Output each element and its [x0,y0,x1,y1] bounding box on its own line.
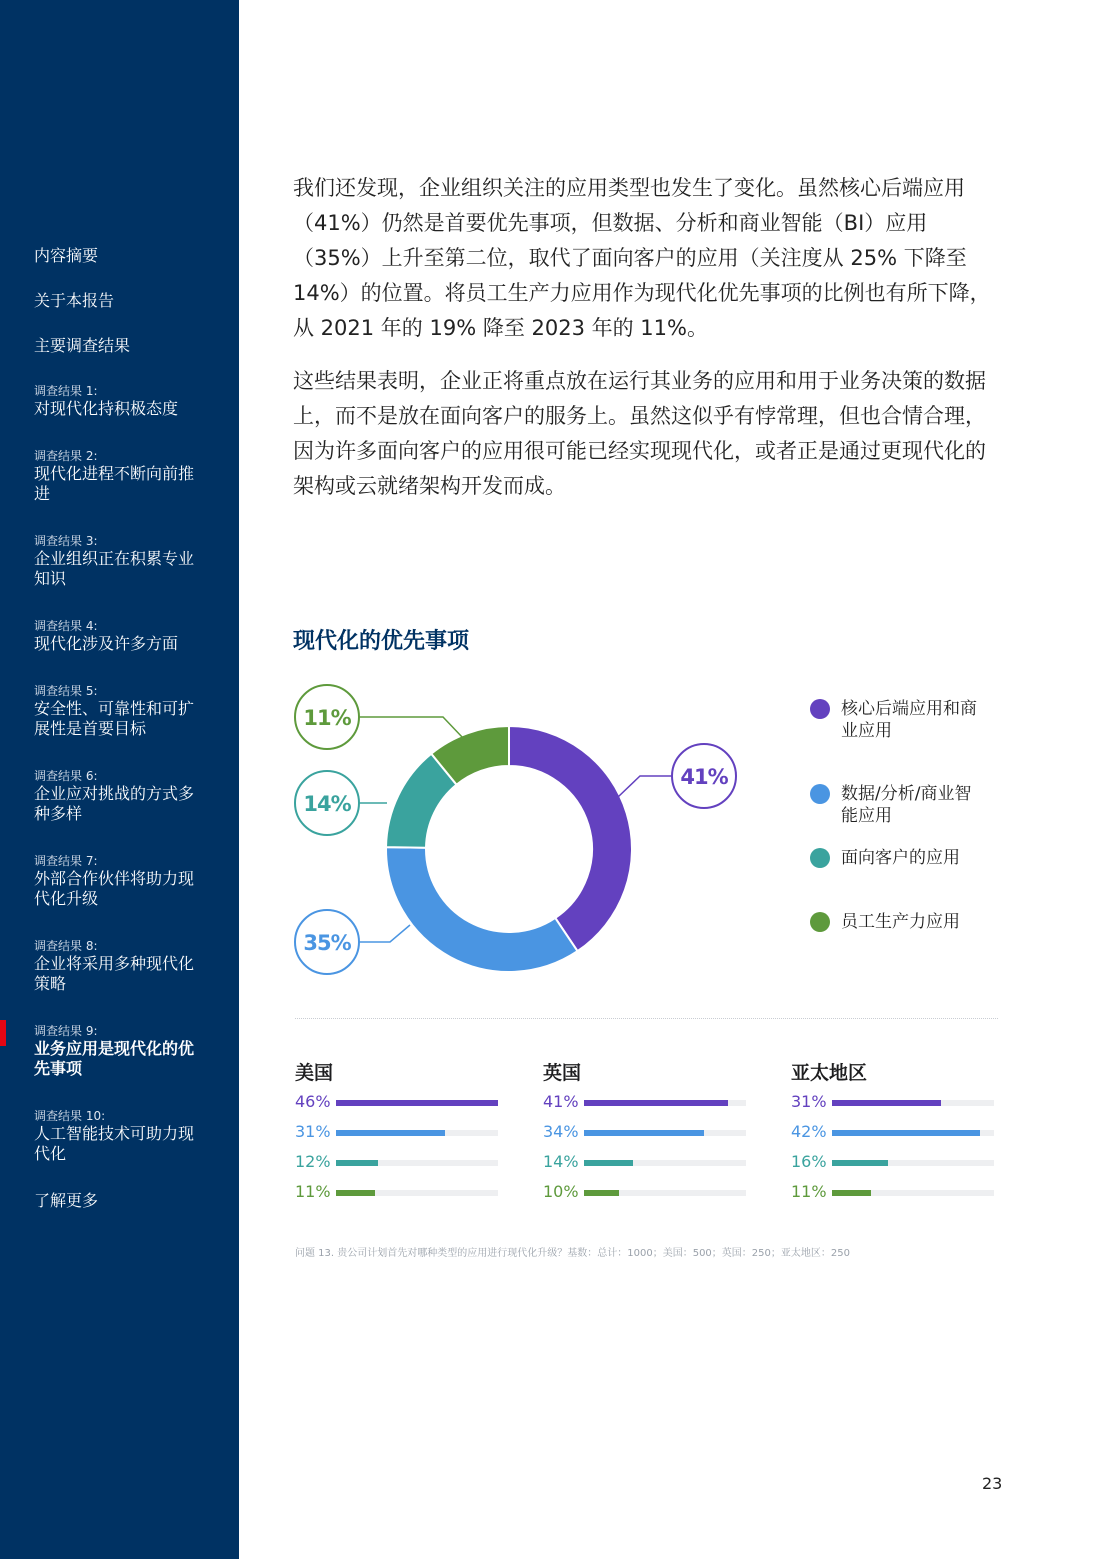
sidebar-item-label: 现代化涉及许多方面 [34,634,179,653]
sidebar-item-sublabel: 调查结果 2: [34,449,98,463]
bar [832,1160,888,1166]
sidebar-item-label: 了解更多 [34,1191,99,1210]
legend-dot [810,699,830,719]
bar-row [791,1123,996,1153]
bar [584,1160,633,1166]
sidebar-item-sublabel: 调查结果 9: [34,1024,98,1038]
sidebar-item-finding-9[interactable] [34,1023,204,1079]
sidebar-item-label: 企业应对挑战的方式多种多样 [34,784,195,823]
bar-value-label: 46% [295,1092,331,1111]
bar-row [791,1153,996,1183]
bar-value-label: 16% [791,1152,827,1171]
bar-row [791,1183,996,1213]
bar-value-label: 41% [543,1092,579,1111]
active-indicator [0,1020,6,1046]
sidebar-item-finding-7[interactable] [34,853,204,909]
region-title: 英国 [543,1062,582,1084]
bar-row [295,1183,500,1213]
bar [832,1100,941,1106]
sidebar-item-label: 外部合作伙伴将助力现代化升级 [34,869,195,908]
legend-item [810,783,981,827]
legend-item [810,847,981,869]
bar-track [584,1190,746,1196]
page-number: 23 [982,1474,1003,1493]
bar [832,1190,871,1196]
sidebar-item-key-findings[interactable] [34,336,204,356]
legend-dot [810,848,830,868]
donut-slice [386,847,578,972]
bar-value-label: 11% [295,1182,331,1201]
sidebar-item-sublabel: 调查结果 4: [34,619,98,633]
region-uk [543,1058,748,1213]
bar-track [584,1130,746,1136]
sidebar-item-label: 内容摘要 [34,246,99,265]
sidebar-item-label: 人工智能技术可助力现代化 [34,1124,195,1163]
bar-row [543,1183,748,1213]
sidebar-item-about[interactable] [34,291,204,311]
bar-row [543,1123,748,1153]
sidebar-item-finding-10[interactable] [34,1108,204,1164]
legend-dot [810,912,830,932]
sidebar-item-sublabel: 调查结果 10: [34,1109,106,1123]
sidebar-item-label: 现代化进程不断向前推进 [34,464,195,503]
data-label: 14% [303,792,351,816]
bar [336,1130,445,1136]
sidebar-item-finding-1[interactable] [34,383,204,419]
sidebar-item-finding-6[interactable] [34,768,204,824]
sidebar-item-sublabel: 调查结果 5: [34,684,98,698]
legend-label: 核心后端应用和商业应用 [841,699,977,741]
sidebar-item-label: 企业将采用多种现代化策略 [34,954,195,993]
sidebar-item-label: 安全性、可靠性和可扩展性是首要目标 [34,699,195,738]
sidebar-item-sublabel: 调查结果 7: [34,854,98,868]
bar [832,1130,980,1136]
region-title: 美国 [295,1062,334,1084]
data-label: 11% [303,706,351,730]
bar [336,1190,375,1196]
bar-row [295,1123,500,1153]
bar-value-label: 12% [295,1152,331,1171]
callout-line [359,925,410,942]
sidebar-item-label: 关于本报告 [34,291,115,310]
donut-chart [280,670,760,990]
bar-row [543,1153,748,1183]
legend-label: 员工生产力应用 [841,912,960,932]
body-paragraph-2: 这些结果表明，企业正将重点放在运行其业务的应用和用于业务决策的数据上，而不是放在面向客户的服务上。虽然这似乎有悖常理，但也合情合理，因为许多面向客户的应用很可能已经实现现代化，或者正是通过更现代化的架构或云就绪架构开发而成。 [293,369,986,498]
data-label: 41% [680,765,728,789]
bar [584,1130,704,1136]
data-label: 35% [303,931,351,955]
bar-row [295,1093,500,1123]
bar-value-label: 11% [791,1182,827,1201]
callout-line [618,776,672,797]
bar [336,1160,378,1166]
body-paragraph-1: 我们还发现，企业组织关注的应用类型也发生了变化。虽然核心后端应用（41%）仍然是首要优先事项，但数据、分析和商业智能（BI）应用（35%）上升至第二位，取代了面向客户的应用（关注度从 25% 下降至 14%）的位置。将员工生产力应用作为现代化优先事项的比例也有所下降，从 2021 年的 19% 降至 2023 年的 11%。 [293,176,991,340]
sidebar-item-label: 对现代化持积极态度 [34,399,179,418]
region-title: 亚太地区 [791,1062,868,1084]
bar-row [543,1093,748,1123]
region-apac [791,1058,996,1213]
bar-track [832,1130,994,1136]
sidebar-item-label: 主要调查结果 [34,336,131,355]
bar-value-label: 14% [543,1152,579,1171]
legend-label: 数据/分析/商业智能应用 [841,784,972,826]
legend-label: 面向客户的应用 [841,848,960,868]
bar-value-label: 34% [543,1122,579,1141]
divider [295,1018,998,1019]
bar-track [832,1190,994,1196]
bar-value-label: 31% [791,1092,827,1111]
region-usa [295,1058,500,1213]
sidebar-item-finding-4[interactable] [34,618,204,654]
legend-item [810,911,981,933]
sidebar-item-sublabel: 调查结果 3: [34,534,98,548]
bar-track [832,1100,994,1106]
bar-row [791,1093,996,1123]
sidebar-item-summary[interactable] [34,246,204,266]
bar-value-label: 31% [295,1122,331,1141]
bar [584,1190,619,1196]
bar-track [336,1130,498,1136]
sidebar-item-label: 企业组织正在积累专业知识 [34,549,195,588]
legend-dot [810,784,830,804]
bar [336,1100,498,1106]
sidebar-item-sublabel: 调查结果 8: [34,939,98,953]
sidebar-item-learn-more[interactable] [34,1191,204,1211]
sidebar-item-sublabel: 调查结果 6: [34,769,98,783]
bar-track [584,1160,746,1166]
bar-value-label: 10% [543,1182,579,1201]
callout-line [359,717,463,738]
sidebar-item-finding-8[interactable] [34,938,204,994]
bar-value-label: 42% [791,1122,827,1141]
footnote: 问题 13. 贵公司计划首先对哪种类型的应用进行现代化升级？基数：总计：1000；美国：500；英国：250；亚太地区：250 [295,1248,850,1259]
bar-row [295,1153,500,1183]
bar-track [832,1160,994,1166]
legend-item [810,698,981,742]
sidebar-item-finding-2[interactable] [34,448,204,504]
bar [584,1100,728,1106]
bar-track [336,1190,498,1196]
sidebar-item-label: 业务应用是现代化的优先事项 [34,1039,195,1078]
sidebar-item-finding-5[interactable] [34,683,204,739]
bar-track [336,1160,498,1166]
sidebar-item-sublabel: 调查结果 1: [34,384,98,398]
bar-track [584,1100,746,1106]
sidebar-item-finding-3[interactable] [34,533,204,589]
donut-slice [509,726,632,951]
chart-title: 现代化的优先事项 [293,629,470,654]
bar-track [336,1100,498,1106]
